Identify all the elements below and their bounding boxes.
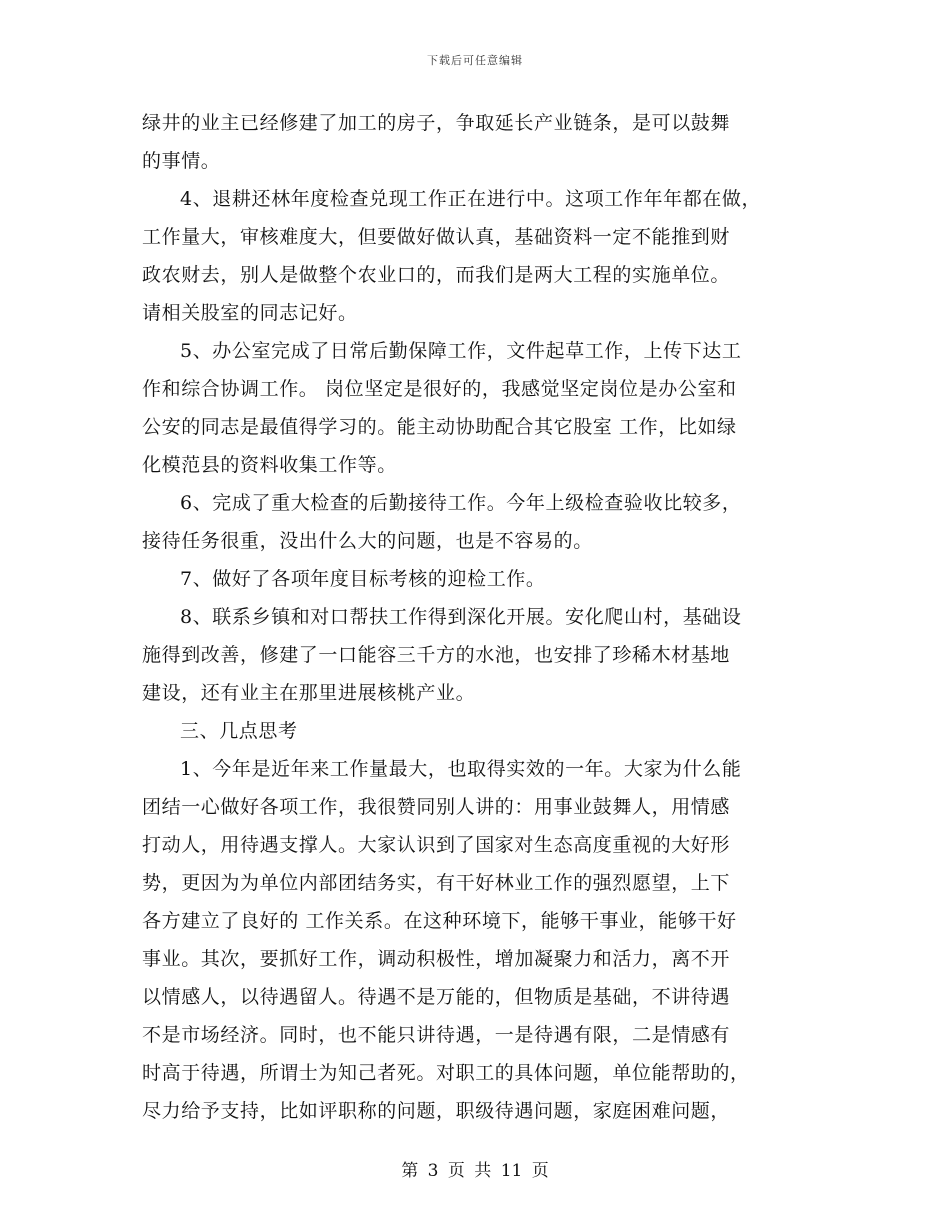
text-line: 势，更因为为单位内部团结务实，有干好林业工作的强烈愿望，上下 <box>142 872 731 894</box>
page-footer: 第 3 页 共 11 页 <box>401 1161 549 1181</box>
text-line: 工作量大，审核难度大，但要做好做认真，基础资料一定不能推到财 <box>142 226 731 248</box>
page-header: 下载后可任意编辑 <box>427 54 523 67</box>
text-line: 作和综合协调工作。 岗位坚定是很好的，我感觉坚定岗位是办公室和 <box>142 378 737 400</box>
text-line: 8、联系乡镇和对口帮扶工作得到深化开展。安化爬山村，基础设 <box>180 606 742 628</box>
text-line: 的事情。 <box>142 150 221 172</box>
text-line: 各方建立了良好的 工作关系。在这种环境下，能够干事业，能够干好 <box>142 910 737 932</box>
text-line: 尽力给予支持，比如评职称的问题，职级待遇问题，家庭困难问题， <box>142 1100 731 1122</box>
text-line: 不是市场经济。同时，也不能只讲待遇，一是待遇有限，二是情感有 <box>142 1024 731 1046</box>
text-line: 1、今年是近年来工作量最大，也取得实效的一年。大家为什么能 <box>180 758 742 780</box>
text-line: 打动人，用待遇支撑人。大家认识到了国家对生态高度重视的大好形 <box>142 834 731 856</box>
text-line: 接待任务很重，没出什么大的问题，也是不容易的。 <box>142 530 593 552</box>
text-line: 时高于待遇，所谓士为知己者死。对职工的具体问题，单位能帮助的， <box>142 1062 750 1084</box>
text-line: 政农财去，别人是做整个农业口的，而我们是两大工程的实施单位。 <box>142 264 731 286</box>
text-line: 事业。其次，要抓好工作，调动积极性，增加凝聚力和活力，离不开 <box>142 948 731 970</box>
text-line: 团结一心做好各项工作，我很赞同别人讲的：用事业鼓舞人，用情感 <box>142 796 731 818</box>
text-line: 4、退耕还林年度检查兑现工作正在进行中。这项工作年年都在做， <box>180 188 762 210</box>
text-line: 公安的同志是最值得学习的。能主动协助配合其它股室 工作，比如绿 <box>142 416 737 438</box>
text-line: 5、办公室完成了日常后勤保障工作，文件起草工作，上传下达工 <box>180 340 742 362</box>
text-line: 建设，还有业主在那里进展核桃产业。 <box>142 682 476 704</box>
text-line: 化模范县的资料收集工作等。 <box>142 454 397 476</box>
text-line: 6、完成了重大检查的后勤接待工作。今年上级检查验收比较多， <box>180 492 742 514</box>
text-line: 以情感人，以待遇留人。待遇不是万能的，但物质是基础，不讲待遇 <box>142 986 731 1008</box>
document-body <box>142 104 822 1130</box>
text-line: 7、做好了各项年度目标考核的迎检工作。 <box>180 568 546 590</box>
section-heading: 三、几点思考 <box>180 720 298 742</box>
text-line: 请相关股室的同志记好。 <box>142 302 358 324</box>
text-line: 绿井的业主已经修建了加工的房子，争取延长产业链条，是可以鼓舞 <box>142 112 731 134</box>
text-line: 施得到改善，修建了一口能容三千方的水池，也安排了珍稀木材基地 <box>142 644 731 666</box>
